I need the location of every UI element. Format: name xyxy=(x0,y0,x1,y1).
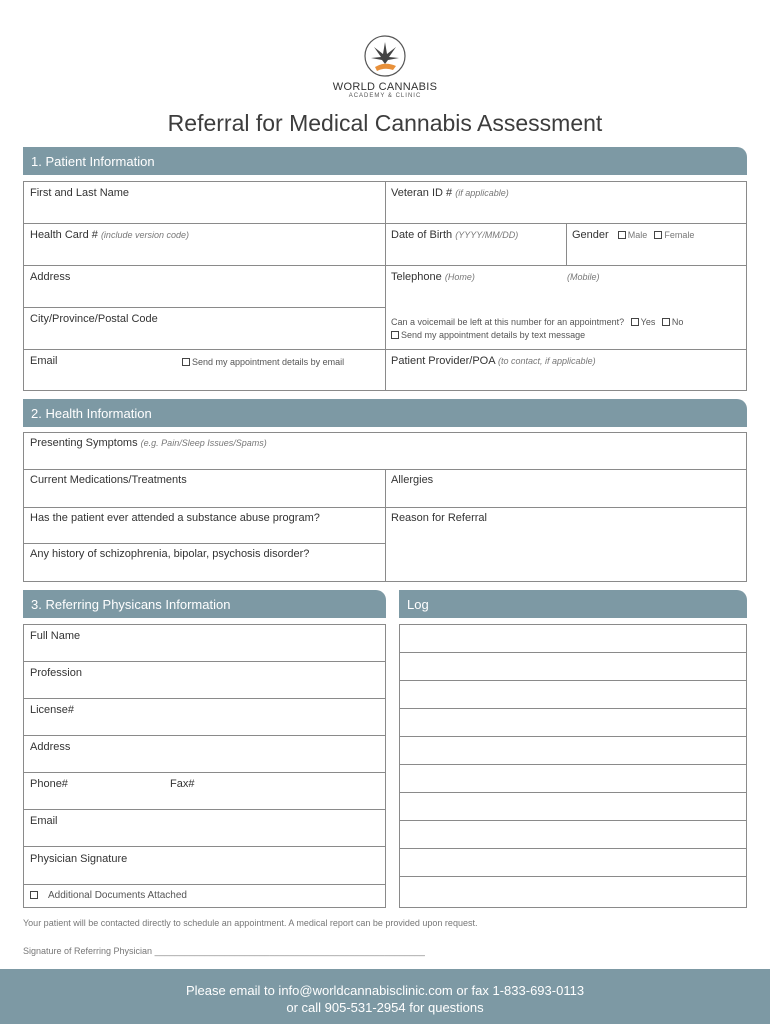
female-checkbox[interactable] xyxy=(654,231,662,239)
label-signature: Physician Signature xyxy=(30,853,128,865)
text-message-checkbox[interactable] xyxy=(391,331,399,339)
phone-fax-field[interactable] xyxy=(24,773,385,810)
male-checkbox[interactable] xyxy=(618,231,626,239)
label-physician-email: Email xyxy=(30,815,58,827)
log-row[interactable] xyxy=(400,737,746,765)
label-reason: Reason for Referral xyxy=(391,512,487,524)
voicemail-no-checkbox[interactable] xyxy=(662,318,670,326)
log-row[interactable] xyxy=(400,821,746,849)
clinic-logo xyxy=(330,34,440,99)
voicemail-question: Can a voicemail be left at this number for an appointment? Yes No xyxy=(391,317,684,327)
label-address: Address xyxy=(30,271,71,283)
log-row[interactable] xyxy=(400,765,746,793)
section-patient-header: 1. Patient Information xyxy=(23,147,747,175)
label-phone: Phone# xyxy=(30,778,68,790)
email-field[interactable] xyxy=(24,350,386,390)
address-field[interactable] xyxy=(24,266,386,308)
additional-docs-option: Additional Documents Attached xyxy=(30,890,187,901)
section-log-header: Log xyxy=(399,590,747,618)
allergies-field[interactable] xyxy=(386,470,746,508)
label-health-card: Health Card # (include version code) xyxy=(30,229,189,241)
logo-subtitle: ACADEMY & CLINIC xyxy=(348,93,422,99)
label-abuse: Has the patient ever attended a substance abuse program? xyxy=(30,512,320,524)
logo-name: WORLD CANNABIS xyxy=(332,81,438,93)
log-row[interactable] xyxy=(400,849,746,877)
footer-contact-phone: or call 905-531-2954 for questions xyxy=(286,1000,484,1015)
cannabis-leaf-logo-icon xyxy=(363,34,407,78)
label-gender: Gender Male Female xyxy=(572,229,695,241)
label-fax: Fax# xyxy=(170,778,195,790)
physician-address-field[interactable] xyxy=(24,736,385,773)
footer-banner xyxy=(0,969,770,1024)
footer-contact-email: Please email to info@worldcannabisclinic.com or fax 1-833-693-0113 xyxy=(185,983,585,998)
voicemail-yes-checkbox[interactable] xyxy=(631,318,639,326)
health-info-table xyxy=(23,432,747,582)
label-medications: Current Medications/Treatments xyxy=(30,474,187,486)
label-telephone: Telephone (Home) xyxy=(391,271,475,283)
label-dob: Date of Birth (YYYY/MM/DD) xyxy=(391,229,519,241)
label-email: Email xyxy=(30,355,58,367)
signature-line[interactable]: Signature of Referring Physician ______________________________________________________ xyxy=(23,946,425,956)
log-row[interactable] xyxy=(400,653,746,681)
email-option: Send my appointment details by email xyxy=(182,357,344,367)
label-history: Any history of schizophrenia, bipolar, psychosis disorder? xyxy=(30,548,310,560)
section-physician-header: 3. Referring Physicans Information xyxy=(23,590,386,618)
page-title: Referral for Medical Cannabis Assessment xyxy=(167,110,603,136)
contact-note: Your patient will be contacted directly to schedule an appointment. A medical report can be provided upon request. xyxy=(23,918,478,928)
log-row[interactable] xyxy=(400,625,746,653)
license-field[interactable] xyxy=(24,699,385,736)
label-mobile: (Mobile) xyxy=(567,272,600,282)
label-symptoms: Presenting Symptoms (e.g. Pain/Sleep Issues/Spams) xyxy=(30,437,267,449)
section-health-header: 2. Health Information xyxy=(23,399,747,427)
label-patient-name: First and Last Name xyxy=(30,187,130,199)
log-row[interactable] xyxy=(400,709,746,737)
physician-email-field[interactable] xyxy=(24,810,385,847)
label-license: License# xyxy=(30,704,75,716)
physician-info-table xyxy=(23,624,386,908)
log-table xyxy=(399,624,747,908)
email-details-checkbox[interactable] xyxy=(182,358,190,366)
label-city: City/Province/Postal Code xyxy=(30,313,158,325)
log-row[interactable] xyxy=(400,681,746,709)
label-poa: Patient Provider/POA (to contact, if applicable) xyxy=(391,355,596,367)
patient-info-table xyxy=(23,181,747,391)
additional-docs-checkbox[interactable] xyxy=(30,891,38,899)
label-veteran: Veteran ID # (if applicable) xyxy=(391,187,509,199)
label-full-name: Full Name xyxy=(30,630,81,642)
log-row[interactable] xyxy=(400,793,746,821)
label-allergies: Allergies xyxy=(391,474,434,486)
text-message-option: Send my appointment details by text message xyxy=(391,330,585,340)
label-profession: Profession xyxy=(30,667,82,679)
label-physician-address: Address xyxy=(30,741,71,753)
